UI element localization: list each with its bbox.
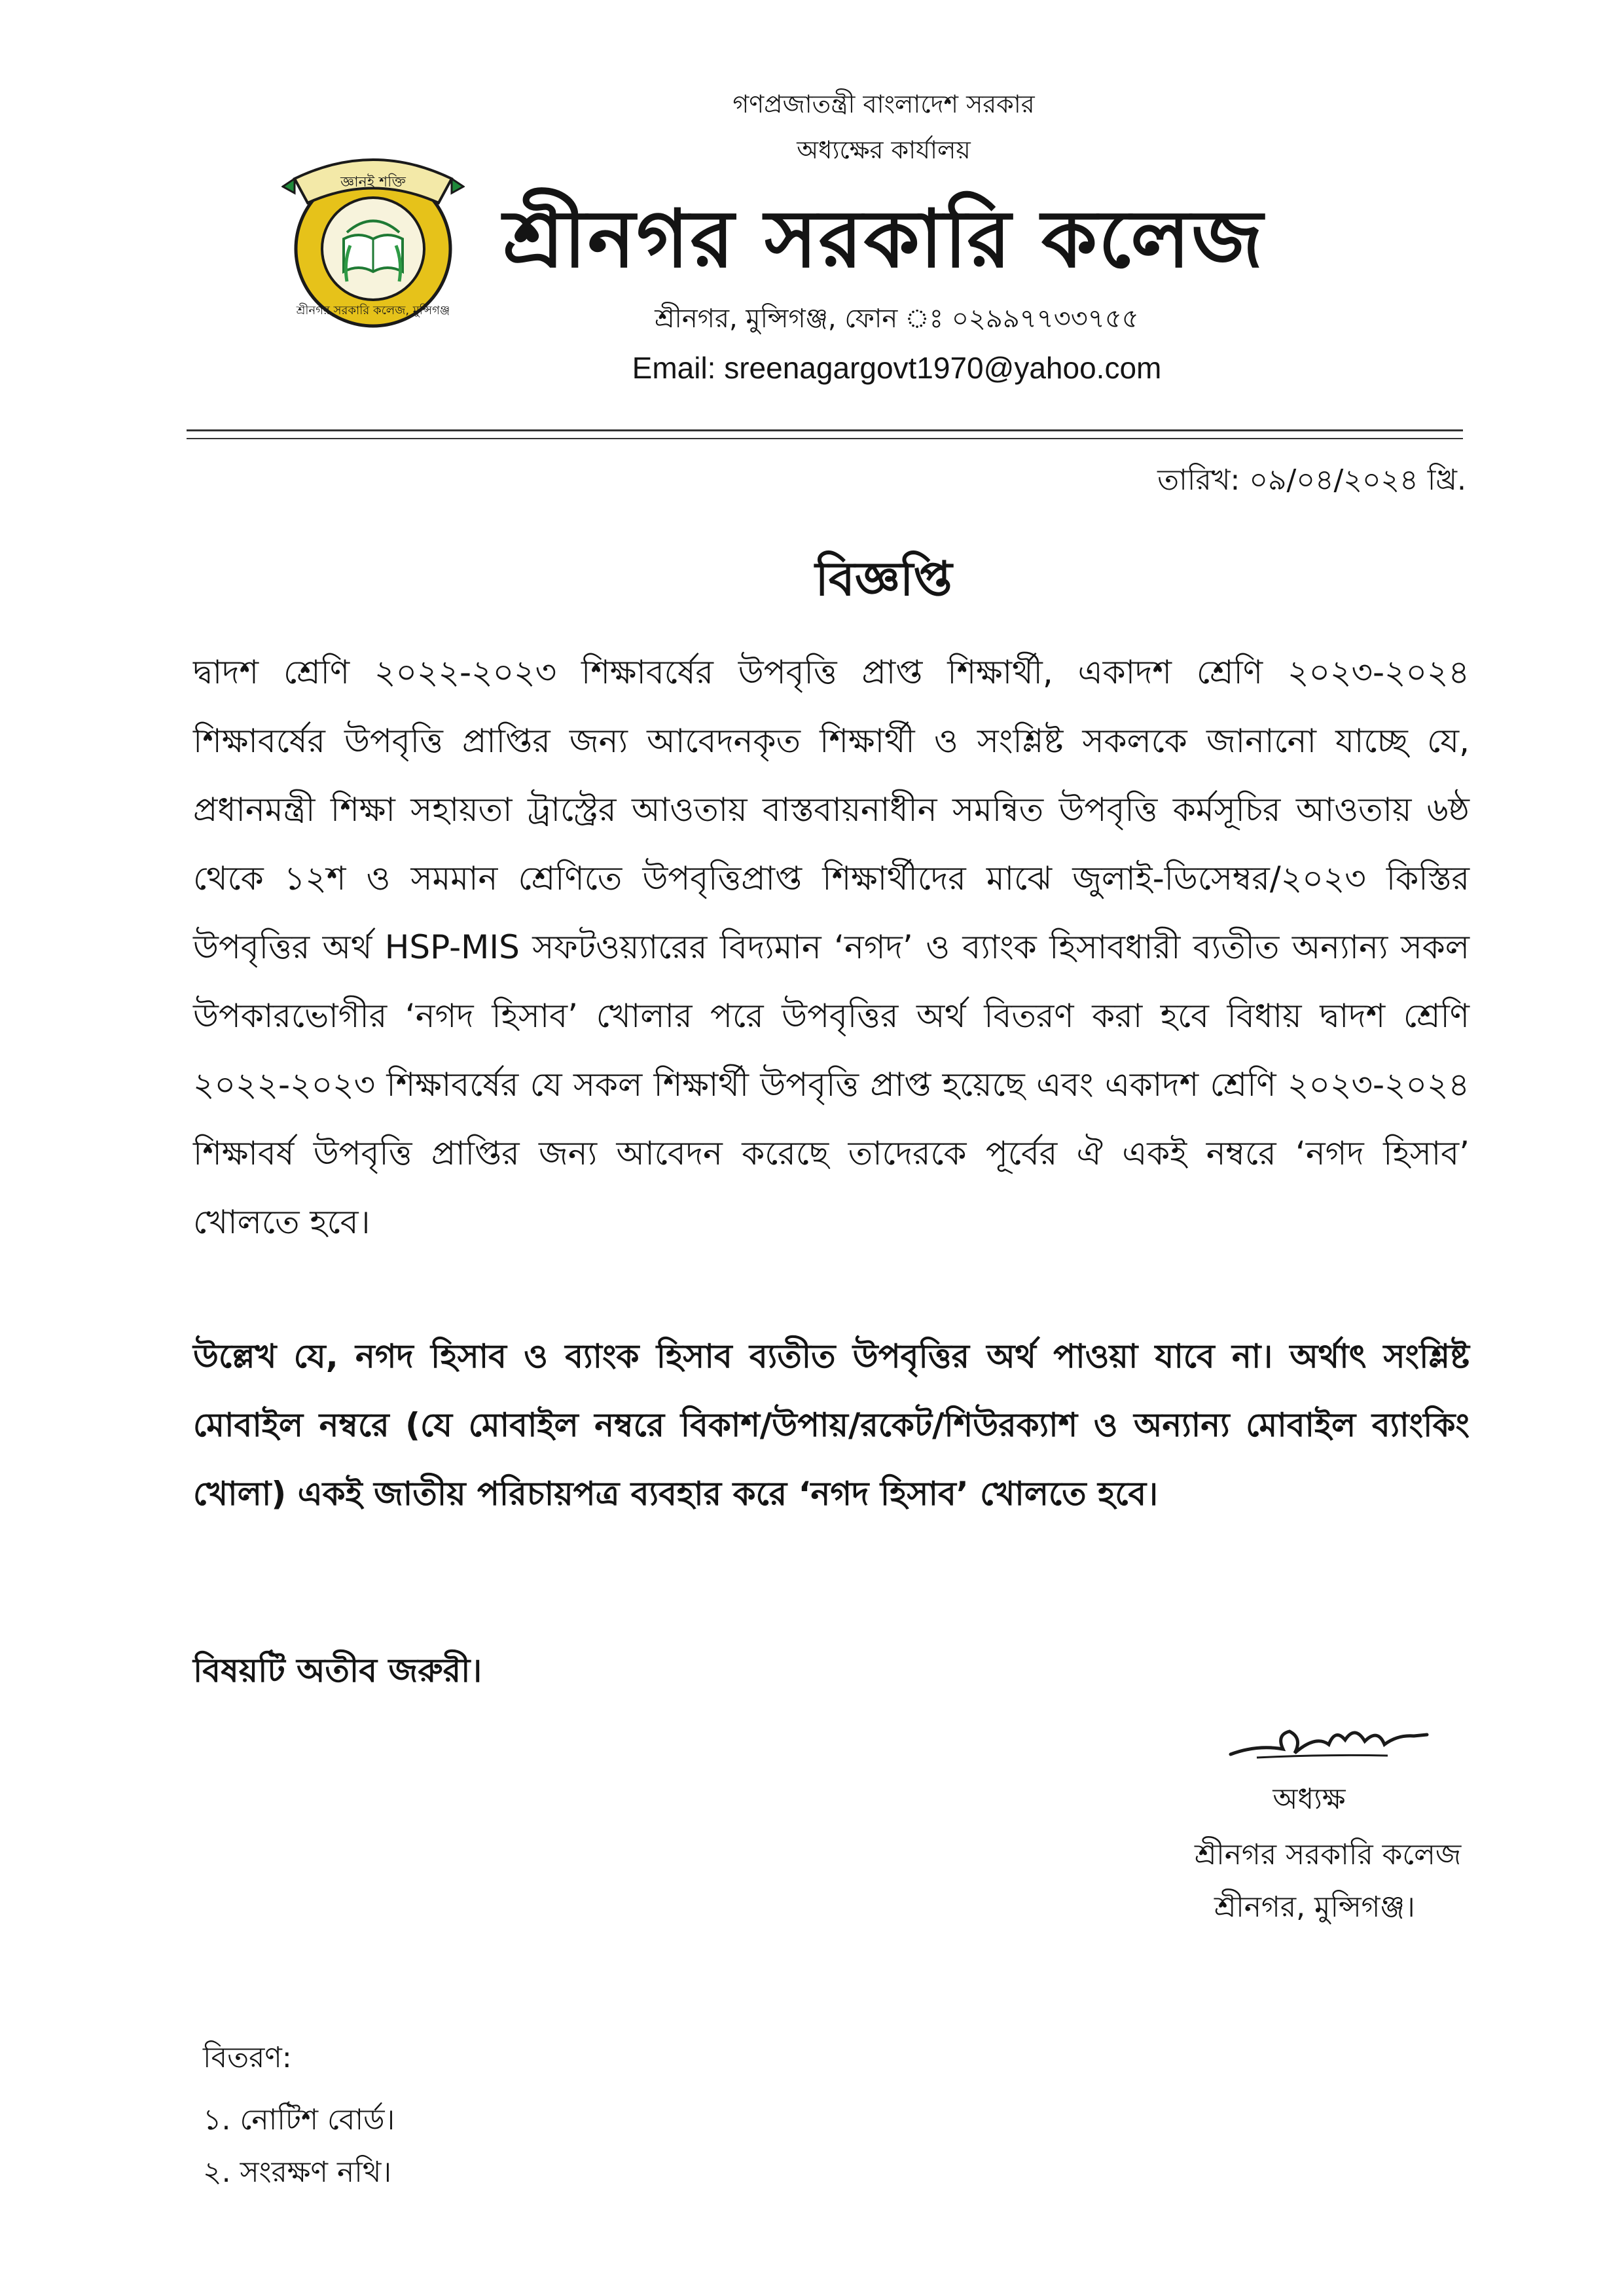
notice-paragraph-note: উল্লেখ যে, নগদ হিসাব ও ব্যাংক হিসাব ব্যতীত উপবৃত্তির অর্থ পাওয়া যাবে না। অর্থাৎ সংশ্লিষ্ট মোবাইল নম্বরে (যে মোবাইল নম্বরে বিকাশ/উপায়/রকেট/শিউরক্যাশ ও অন্যান্য মোবাইল ব্যাংকিং খোলা) একই জাতীয় পরিচায়পত্র ব্যবহার করে ‘নগদ হিসাব’ খোলতে হবে।	[193, 1337, 1470, 1513]
distribution-heading: বিতরণ:	[203, 2041, 292, 2074]
signatory-college: শ্রীনগর সরকারি কলেজ	[1195, 1838, 1462, 1871]
notice-paragraph-main: দ্বাদশ শ্রেণি ২০২২-২০২৩ শিক্ষাবর্ষের উপবৃত্তি প্রাপ্ত শিক্ষার্থী, একাদশ শ্রেণি ২০২৩-২০২৪ শিক্ষাবর্ষের উপবৃত্তি প্রাপ্তির জন্য আবেদনকৃত শিক্ষার্থী ও সংশ্লিষ্ট সকলকে জানানো যাচ্ছে যে, প্রধানমন্ত্রী শিক্ষা সহায়তা ট্রাস্ট্রের আওতায় বাস্তবায়নাধীন সমন্বিত উপবৃত্তি কর্মসূচির আওতায় ৬ষ্ঠ থেকে ১২শ ও সমমান শ্রেণিতে উপবৃত্তিপ্রাপ্ত শিক্ষার্থীদের মাঝে জুলাই-ডিসেম্বর/২০২৩ কিস্তির উপবৃত্তির অর্থ HSP-MIS সফটওয়্যারের বিদ্যমান ‘নগদ’ ও ব্যাংক হিসাবধারী ব্যতীত অন্যান্য সকল উপকারভোগীর ‘নগদ হিসাব’ খোলার পরে উপবৃত্তির অর্থ বিতরণ করা হবে বিধায় দ্বাদশ শ্রেণি ২০২২-২০২৩ শিক্ষাবর্ষের যে সকল শিক্ষার্থী উপবৃত্তি প্রাপ্ত হয়েছে এবং একাদশ শ্রেণি ২০২৩-২০২৪ শিক্ষাবর্ষ উপবৃত্তি প্রাপ্তির জন্য আবেদন করেছে তাদেরকে পূর্বের ঐ একই নম্বরে ‘নগদ হিসাব’ খোলতে হবে।	[193, 653, 1470, 1241]
distribution-item: ১. নোটিশ বোর্ড।	[203, 2103, 395, 2137]
address-phone: শ্রীনগর, মুন্সিগঞ্জ, ফোন ঃ ০২৯৯৭৭৩৩৭৫৫	[655, 304, 1139, 334]
notice-title: বিজ্ঞপ্তি	[815, 551, 952, 606]
header-divider	[187, 429, 1463, 431]
svg-text:জ্ঞানই শক্তি: জ্ঞানই শক্তি	[340, 174, 406, 190]
notice-date: তারিখ: ০৯/০৪/২০২৪ খ্রি.	[1157, 463, 1466, 497]
signatory-designation: অধ্যক্ষ	[1272, 1782, 1346, 1816]
svg-text:শ্রীনগর সরকারি কলেজ, মুন্সিগঞ্: শ্রীনগর সরকারি কলেজ, মুন্সিগঞ্জ	[296, 304, 450, 317]
signatory-address: শ্রীনগর, মুন্সিগঞ্জ।	[1214, 1890, 1415, 1924]
government-name: গণপ্রজাতন্ত্রী বাংলাদেশ সরকার	[732, 90, 1035, 118]
distribution-item: ২. সংরক্ষণ নথি।	[203, 2156, 392, 2189]
header-divider-secondary	[187, 438, 1463, 439]
college-name: শ্রীনগর সরকারি কলেজ	[503, 192, 1265, 285]
email-address: Email: sreenagargovt1970@yahoo.com	[632, 351, 1162, 385]
college-logo	[281, 141, 465, 337]
office-name: অধ্যক্ষের কার্যালয়	[797, 136, 971, 164]
principal-signature	[1218, 1708, 1440, 1780]
notice-paragraph-urgent: বিষয়টি অতীব জরুরী।	[193, 1652, 482, 1690]
